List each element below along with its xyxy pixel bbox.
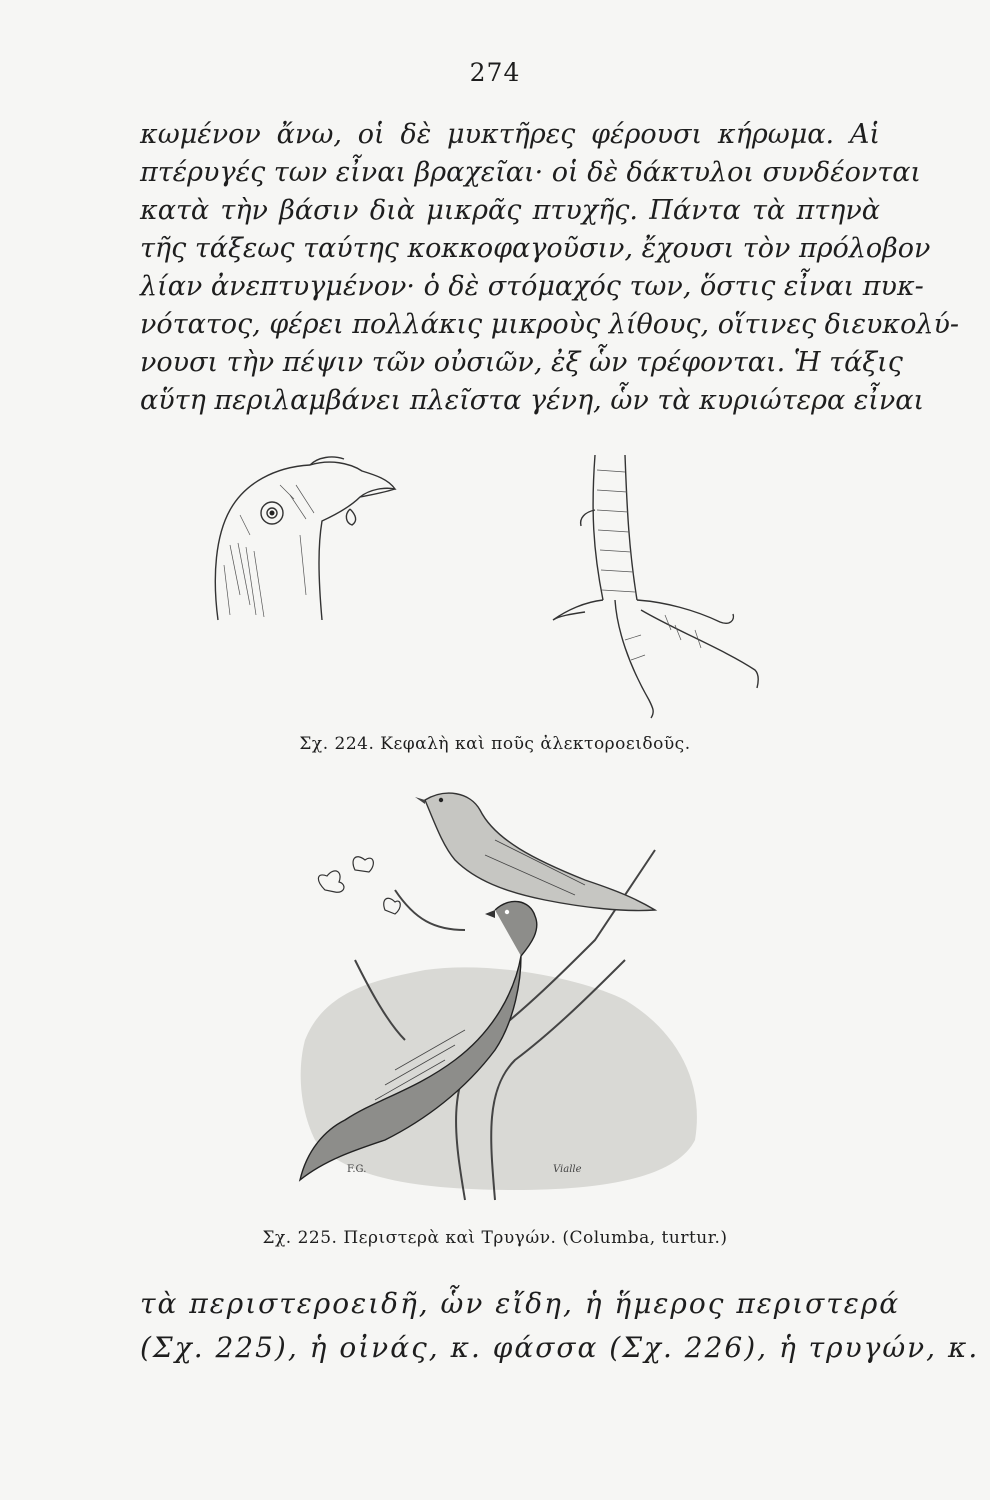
text-line: τὰ περιστεροειδῆ, ὧν εἴδη, ἡ ἥμερος περιστερά	[140, 1287, 901, 1320]
figure-224-foot-illustration	[545, 450, 775, 720]
text-line: λίαν ἀνεπτυγμένον· ὁ δὲ στόμαχός των, ὅστις εἶναι πυκ-	[140, 271, 924, 302]
text-line: αὕτη περιλαμβάνει πλεῖστα γένη, ὧν τὰ κυριώτερα εἶναι	[140, 385, 925, 416]
text-line: νουσι τὴν πέψιν τῶν οὐσιῶν, ἐξ ὧν τρέφονται. Ἡ τάξις	[140, 347, 903, 378]
text-line: νότατος, φέρει πολλάκις μικροὺς λίθους, οἵτινες διευκολύ-	[140, 309, 960, 340]
text-line: πτέρυγές των εἶναι βραχεῖαι· οἱ δὲ δάκτυλοι συνδέονται	[140, 157, 922, 188]
engraver-mark: F.G.	[347, 1164, 367, 1175]
figure-224-head-illustration	[210, 455, 410, 625]
closing-paragraph	[140, 1282, 980, 1370]
figure-224-caption: Σχ. 224. Κεφαλὴ καὶ ποῦς ἀλεκτοροειδοῦς.	[299, 734, 691, 754]
figure-225-caption: Σχ. 225. Περιστερὰ καὶ Τρυγών. (Columba, turtur.)	[262, 1228, 728, 1248]
text-line: τῆς τάξεως ταύτης κοκκοφαγοῦσιν, ἔχουσι τὸν πρόλοβον	[140, 233, 931, 264]
text-line: κωμένον ἄνω, οἱ δὲ μυκτῆρες φέρουσι κήρωμα. Αἱ	[140, 119, 880, 150]
figure-225-pigeon-and-dove-illustration	[295, 780, 715, 1210]
text-line: κατὰ τὴν βάσιν διὰ μικρᾶς πτυχῆς. Πάντα τὰ πτηνὰ	[140, 195, 880, 226]
text-line: (Σχ. 225), ἡ οἰνάς, κ. φάσσα (Σχ. 226), ἡ τρυγών, κ.	[140, 1331, 980, 1364]
engraver-mark: Vialle	[553, 1164, 582, 1175]
body-paragraph	[140, 116, 960, 420]
page-number: 274	[469, 58, 521, 87]
